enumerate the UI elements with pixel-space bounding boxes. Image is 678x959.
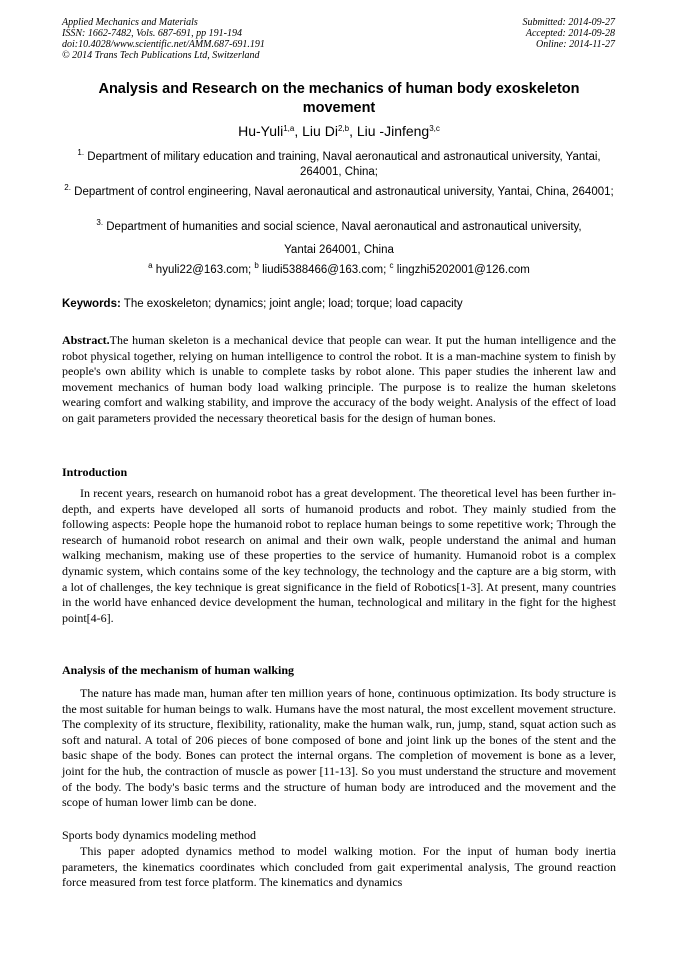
abstract-text: The human skeleton is a mechanical device that people can wear. It put the human intelligence and the robot physical together, relying on human intelligence to control the robot. It is a man-machine system to finish by people's own ability which is unable to complete tasks by robot alone. This paper studies the inherent law and movement mechanics of human body load walking principle. The purpose is to realize the human skeletons wearing comfort and walking stability, and improve the accuracy of the body weight. Analysis of the effect of load on gait parameters provided the necessary theoretical basis for the design of human bones. xyxy=(62,333,616,425)
copyright-line: © 2014 Trans Tech Publications Ltd, Switzerland xyxy=(62,50,260,61)
author-name: Hu-Yuli xyxy=(238,123,284,139)
analysis-heading: Analysis of the mechanism of human walking xyxy=(62,663,295,677)
author-sup: 2,b xyxy=(337,124,350,133)
introduction-heading: Introduction xyxy=(62,465,128,479)
author-list: Hu-Yuli$^{1,a}$, Liu Di$^{2,b}$, Liu -Jinfeng$^{3,c}$ xyxy=(238,123,440,139)
keywords-label: Keywords: xyxy=(62,298,121,310)
affiliation-2: $^{2.}$ Department of control engineering, Naval aeronautical and astronautical university, Yantai, China, 264001; xyxy=(64,183,614,198)
affiliation-1: $^{1.}$ Department of military education and training, Naval aeronautical and astronautical university, Yantai, 264001, China; xyxy=(77,148,601,178)
email-link[interactable]: hyuli22@163.com; xyxy=(155,264,252,276)
email-list: $^a$ hyuli22@163.com; $^b$ liudi5388466@163.com; $^c$ lingzhi5202001@126.com xyxy=(148,261,530,276)
affiliation-3: $^{3.}$ Department of humanities and social science, Naval aeronautical and astronautical university, xyxy=(96,218,582,233)
modeling-subheading: Sports body dynamics modeling method xyxy=(62,828,256,842)
doi-line: doi:10.4028/www.scientific.net/AMM.687-691.191 xyxy=(62,39,265,50)
issn-line: ISSN: 1662-7482, Vols. 687-691, pp 191-194 xyxy=(62,28,242,39)
accepted-date: Accepted: 2014-09-28 xyxy=(525,28,615,39)
submitted-date: Submitted: 2014-09-27 xyxy=(522,17,615,28)
email-link[interactable]: liudi5388466@163.com; xyxy=(262,264,387,276)
keywords xyxy=(62,297,616,311)
abstract-label: Abstract. xyxy=(62,333,110,347)
email-link[interactable]: lingzhi5202001@126.com xyxy=(396,264,530,276)
introduction-text: In recent years, research on humanoid robot has a great development. The theoretical level has been further in-depth, and experts have developed all sorts of humanoid products and robot. They mainly studied from the following aspects: People hope the humanoid robot to replace human beings to some repetitive work; Through the research of humanoid robot research on animal and their own walk, people understand the animal and human walking mechanism, making use of these properties to the service of humanity. Humanoid robot is a complex dynamic system, which contains some of the key technology, the technology and the capture are a big storm, with a lot of challenges, the key technique is great significance in the field of Robotics[1-3]. At present, many countries in the world have enhanced device development the human, technological and military in the fight for the highest point[4-6]. xyxy=(62,486,616,625)
modeling-text: This paper adopted dynamics method to model walking motion. For the input of human body inertia parameters, the kinematics coordinates which concluded from gait experimental analysis, The ground reaction force measured from test force platform. The kinematics and dynamics xyxy=(62,844,616,890)
keywords-text: The exoskeleton; dynamics; joint angle; load; torque; load capacity xyxy=(123,298,463,310)
dates-header xyxy=(523,17,616,50)
journal-name: Applied Mechanics and Materials xyxy=(62,17,198,28)
paper-title: Analysis and Research on the mechanics of human body exoskeleton movement xyxy=(98,81,580,116)
author-sup: 3,c xyxy=(429,124,440,133)
analysis-text: The nature has made man, human after ten million years of hone, continuous optimization. Its body structure is the most suitable for human beings to walk. Humans have the most natural, the most excellent movement structure. The complexity of its structure, flexibility, rationality, make the human walk, run, jump, stand, squat action such as soft and natural. A total of 206 pieces of bone composed of bone and joint link up the bones of the stent and the basic shape of the body. Bones can protect the internal organs. The completion of movement is bone as a lever, joint for the hub, the contraction of muscle as power [11-13]. So you must understand the structure and movement of the body. The body's basic terms and the structure of human body are introduced and the movement and the scope of human lower limb can be done. xyxy=(62,686,616,810)
online-date: Online: 2014-11-27 xyxy=(536,39,615,50)
author-name: Liu Di xyxy=(302,123,338,139)
author-name: Liu -Jinfeng xyxy=(356,123,430,139)
journal-header xyxy=(62,17,265,61)
author-sup: 1,a xyxy=(283,124,295,133)
abstract xyxy=(62,333,616,427)
affiliation-3-city: Yantai 264001, China xyxy=(284,244,394,256)
